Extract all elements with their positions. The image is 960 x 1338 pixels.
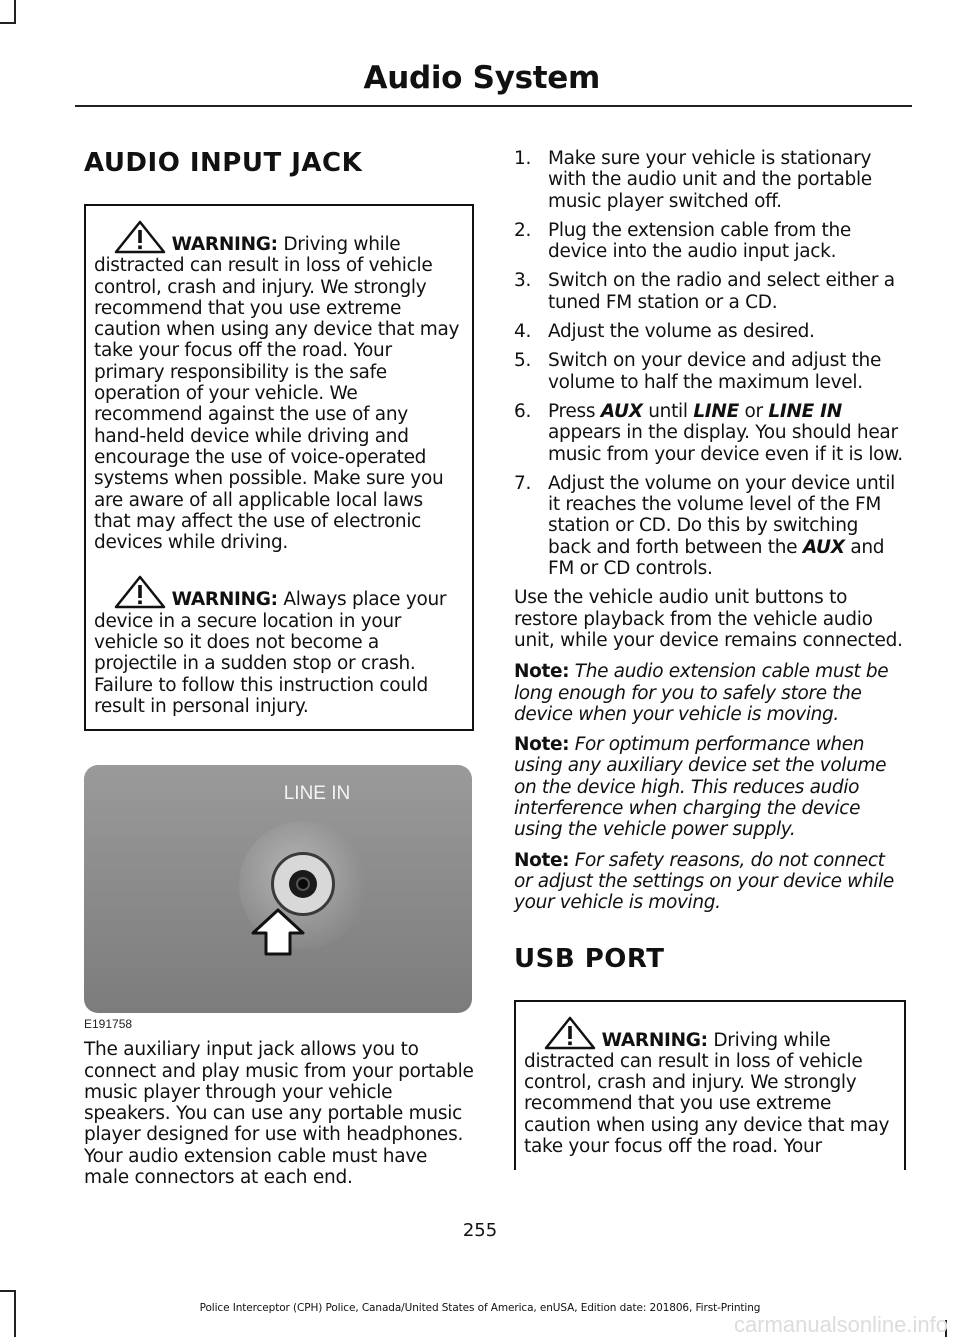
jack-pin (296, 877, 310, 891)
list-item (514, 220, 906, 263)
restore-playback-text: Use the vehicle audio unit buttons to restore playback from the vehicle audio unit, while your device remains connected. (514, 587, 903, 651)
line-in-keyword: LINE IN (768, 400, 842, 422)
step-text: Make sure your vehicle is stationary with the audio unit and the portable music player switched off. (548, 148, 872, 212)
aux-keyword: AUX (600, 400, 643, 422)
audio-jack-socket (289, 870, 317, 898)
note-text: For safety reasons, do not connect or adjust the settings on your device while your vehicle is moving. (514, 849, 894, 914)
warning-box (514, 1000, 906, 1170)
step-text: Switch on the radio and select either a tuned FM station or a CD. (548, 270, 895, 313)
step-number: 1. (514, 148, 532, 169)
warning-box (84, 204, 474, 731)
aux-keyword: AUX (802, 536, 845, 558)
footer-edition-text: Police Interceptor (CPH) Police, Canada/United States of America, enUSA, Edition date: 201806, First-Printing (199, 1302, 761, 1314)
figure-id: E191758 (84, 1017, 133, 1032)
crop-mark (0, 22, 16, 24)
warning-text: Always place your device in a secure location in your vehicle so it does not become a projectile in a sudden stop or crash. Failure to follow this instruction could result in personal injury. (94, 589, 447, 717)
note-label: Note: (514, 734, 570, 756)
right-column (514, 148, 906, 1170)
step-number: 6. (514, 400, 532, 422)
list-item (514, 321, 906, 342)
figure-line-in-label: LINE IN (283, 783, 351, 805)
warning-triangle-icon (114, 575, 166, 609)
list-item (514, 148, 906, 212)
page-header-title: Audio System (363, 60, 600, 96)
auxiliary-jack-description: The auxiliary input jack allows you to connect and play music from your portable music player through your vehicle speakers. You can use any portable music player designed for use with headphones. Your audio extension cable must have male connectors at each end. (84, 1039, 474, 1189)
note-text: For optimum performance when using any auxiliary device set the volume on the device high. This reduces audio interference when charging the device using the vehicle power supply. (514, 734, 887, 841)
step-text: Adjust the volume on your device until it reaches the volume level of the FM station or CD. Do this by switching back and forth between the AUX and FM or CD controls. (548, 472, 896, 580)
list-item (514, 350, 906, 393)
note (514, 850, 906, 914)
step-text: Plug the extension cable from the device into the audio input jack. (548, 219, 852, 263)
step-text: Switch on your device and adjust the volume to half the maximum level. (548, 350, 882, 393)
note-label: Note: (514, 661, 570, 683)
left-column (84, 148, 474, 1198)
list-item (514, 270, 906, 313)
step-number: 5. (514, 350, 532, 372)
list-item (514, 473, 906, 579)
warning-paragraph (94, 575, 464, 717)
step-number: 2. (514, 219, 532, 241)
warning-paragraph (524, 1016, 896, 1158)
step-number: 7. (514, 472, 532, 494)
note-label: Note: (514, 849, 570, 871)
section-heading-usb-port: USB PORT (514, 943, 665, 974)
crop-mark (0, 1290, 16, 1292)
warning-triangle-icon (544, 1016, 596, 1050)
line-in-jack-figure (84, 765, 474, 1032)
note (514, 661, 906, 725)
crop-mark (14, 0, 16, 22)
note-text: The audio extension cable must be long enough for you to safely store the device when your vehicle is moving. (514, 661, 889, 725)
warning-label: WARNING: (601, 1029, 708, 1051)
watermark: carmanualsonline.info (733, 1312, 948, 1337)
arrow-up-icon (250, 907, 306, 957)
steps-list (514, 148, 906, 579)
step-text: Adjust the volume as desired. (548, 321, 815, 343)
note (514, 734, 906, 840)
warning-paragraph (94, 220, 464, 553)
page-number: 255 (462, 1220, 498, 1241)
step-number: 4. (514, 321, 532, 343)
header-rule (75, 105, 912, 107)
warning-text: Driving while distracted can result in loss of vehicle control, crash and injury. We strongly recommend that you use extreme caution when using any device that may take your focus off the road. Your primary responsibility is the safe operation of your vehicle. We recommend against the use of any hand-held device while driving and encourage the use of voice-operated systems when possible. Make sure you are aware of all applicable local laws that may affect the use of electronic devices while driving. (94, 234, 460, 554)
section-heading-audio-input-jack: AUDIO INPUT JACK (84, 148, 363, 178)
step-text: Press AUX until LINE or LINE IN appears in the display. You should hear music from your device even if it is low. (548, 400, 903, 465)
line-keyword: LINE (693, 400, 739, 422)
warning-text: Driving while distracted can result in loss of vehicle control, crash and injury. We strongly recommend that you use extreme caution when using any device that may take your focus off the road. Your (524, 1029, 890, 1157)
list-item (514, 401, 906, 465)
warning-label: WARNING: (171, 234, 278, 255)
warning-triangle-icon (114, 220, 166, 254)
warning-label: WARNING: (171, 589, 278, 611)
step-number: 3. (514, 270, 532, 292)
